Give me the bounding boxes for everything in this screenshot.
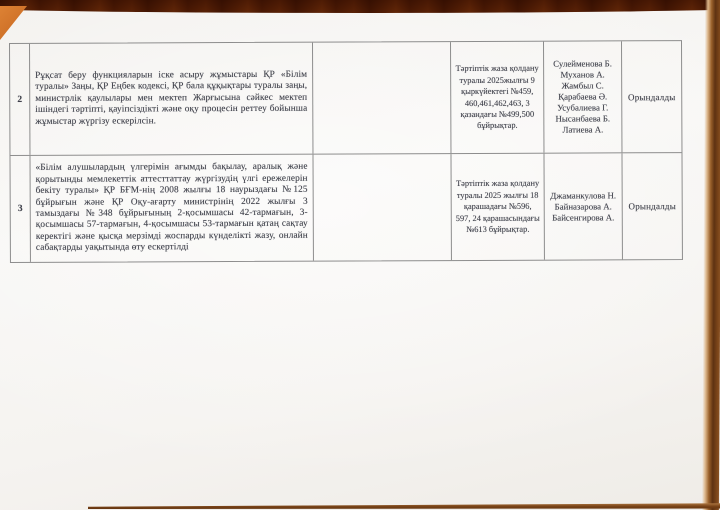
- responsible-persons-list: Джаманкулова Н. Байназарова А. Байсенгирова А.: [550, 189, 617, 223]
- status-text: Орындалды: [628, 201, 676, 212]
- order-info-text: Тәртіптік жаза қолдану туралы 2025 жылғы 18 қарашадағы №596, 597, 24 қарашасындағы №613 бұйрықтар.: [455, 179, 540, 235]
- scanner-bed-corner-wedge: [0, 6, 27, 40]
- row-number: 3: [17, 203, 23, 214]
- measure-text: Рұқсат беру функцияларын іске асыру жұмыстары ҚР «Білім туралы» Заңы, ҚР Еңбек кодексі, ҚР бала құқықтары туралы заңы, министрлік қаулылары мен мектеп Жарғысына сәйкес мектеп ішіндегі тәртіпті, қауіпсіздікті және оқу процесін реттеу бойынша жұмыстар жүргізу ескерілсін.: [35, 69, 308, 127]
- scanner-bed-right-edge: [702, 0, 720, 510]
- measure-text-cell: [29, 155, 312, 262]
- responsible-persons-list: Сулейменова Б. Муханов А. Жамбыл С. Қарабаева Ә. Усубалиева Г. Нысанбаева Б. Латиева А.: [553, 58, 612, 135]
- table-row: [10, 152, 681, 262]
- status-cell: [621, 153, 681, 259]
- measure-text: «Білім алушылардың үлгерімін ағымды бақылау, аралық және қорытынды мемлекеттік аттесттаттау жүргізудің үлгі ережелерін бекіту туралы» ҚР БҒМ-нің 2008 жылғы 18 наурыздағы №125 бұйрығын және ҚР Оқу-ағарту министрінің 2022 жылғы 3 тамыздағы №348 бұйрығының 2-қосымшасы 42-тармағын, 3-қосымшасы 57-тармағын, 4-қосымшасы 53-тармағын қатаң сақтау керектігі және қысқа мерзімді жоспарды күнделікті жазу, онлайн сабақтарды уақытында өту ескертілді: [35, 162, 308, 254]
- responsible-persons-cell: [543, 153, 621, 259]
- row-number-cell: [10, 44, 29, 155]
- responsible-persons-cell: [543, 41, 621, 152]
- scanner-bed-bottom-edge: [88, 503, 720, 509]
- scanner-bed-top-edge: [0, 0, 720, 13]
- row-number-cell: [10, 156, 29, 262]
- empty-cell: [312, 154, 450, 261]
- order-info-text: Тәртіптік жаза қолдану туралы 2025жылғы 9 қыркүйектегі №459, 460,461,462,463, 3 қазандағы №499,500 бұйрықтар.: [455, 63, 539, 131]
- measure-text-cell: [29, 43, 312, 155]
- status-text: Орындалды: [628, 91, 676, 102]
- order-info-cell: [450, 42, 543, 153]
- empty-cell: [312, 42, 450, 154]
- row-number: 2: [17, 94, 23, 105]
- order-info-cell: [450, 154, 543, 260]
- report-table: [9, 40, 683, 263]
- status-cell: [621, 41, 681, 152]
- table-row: [10, 41, 681, 155]
